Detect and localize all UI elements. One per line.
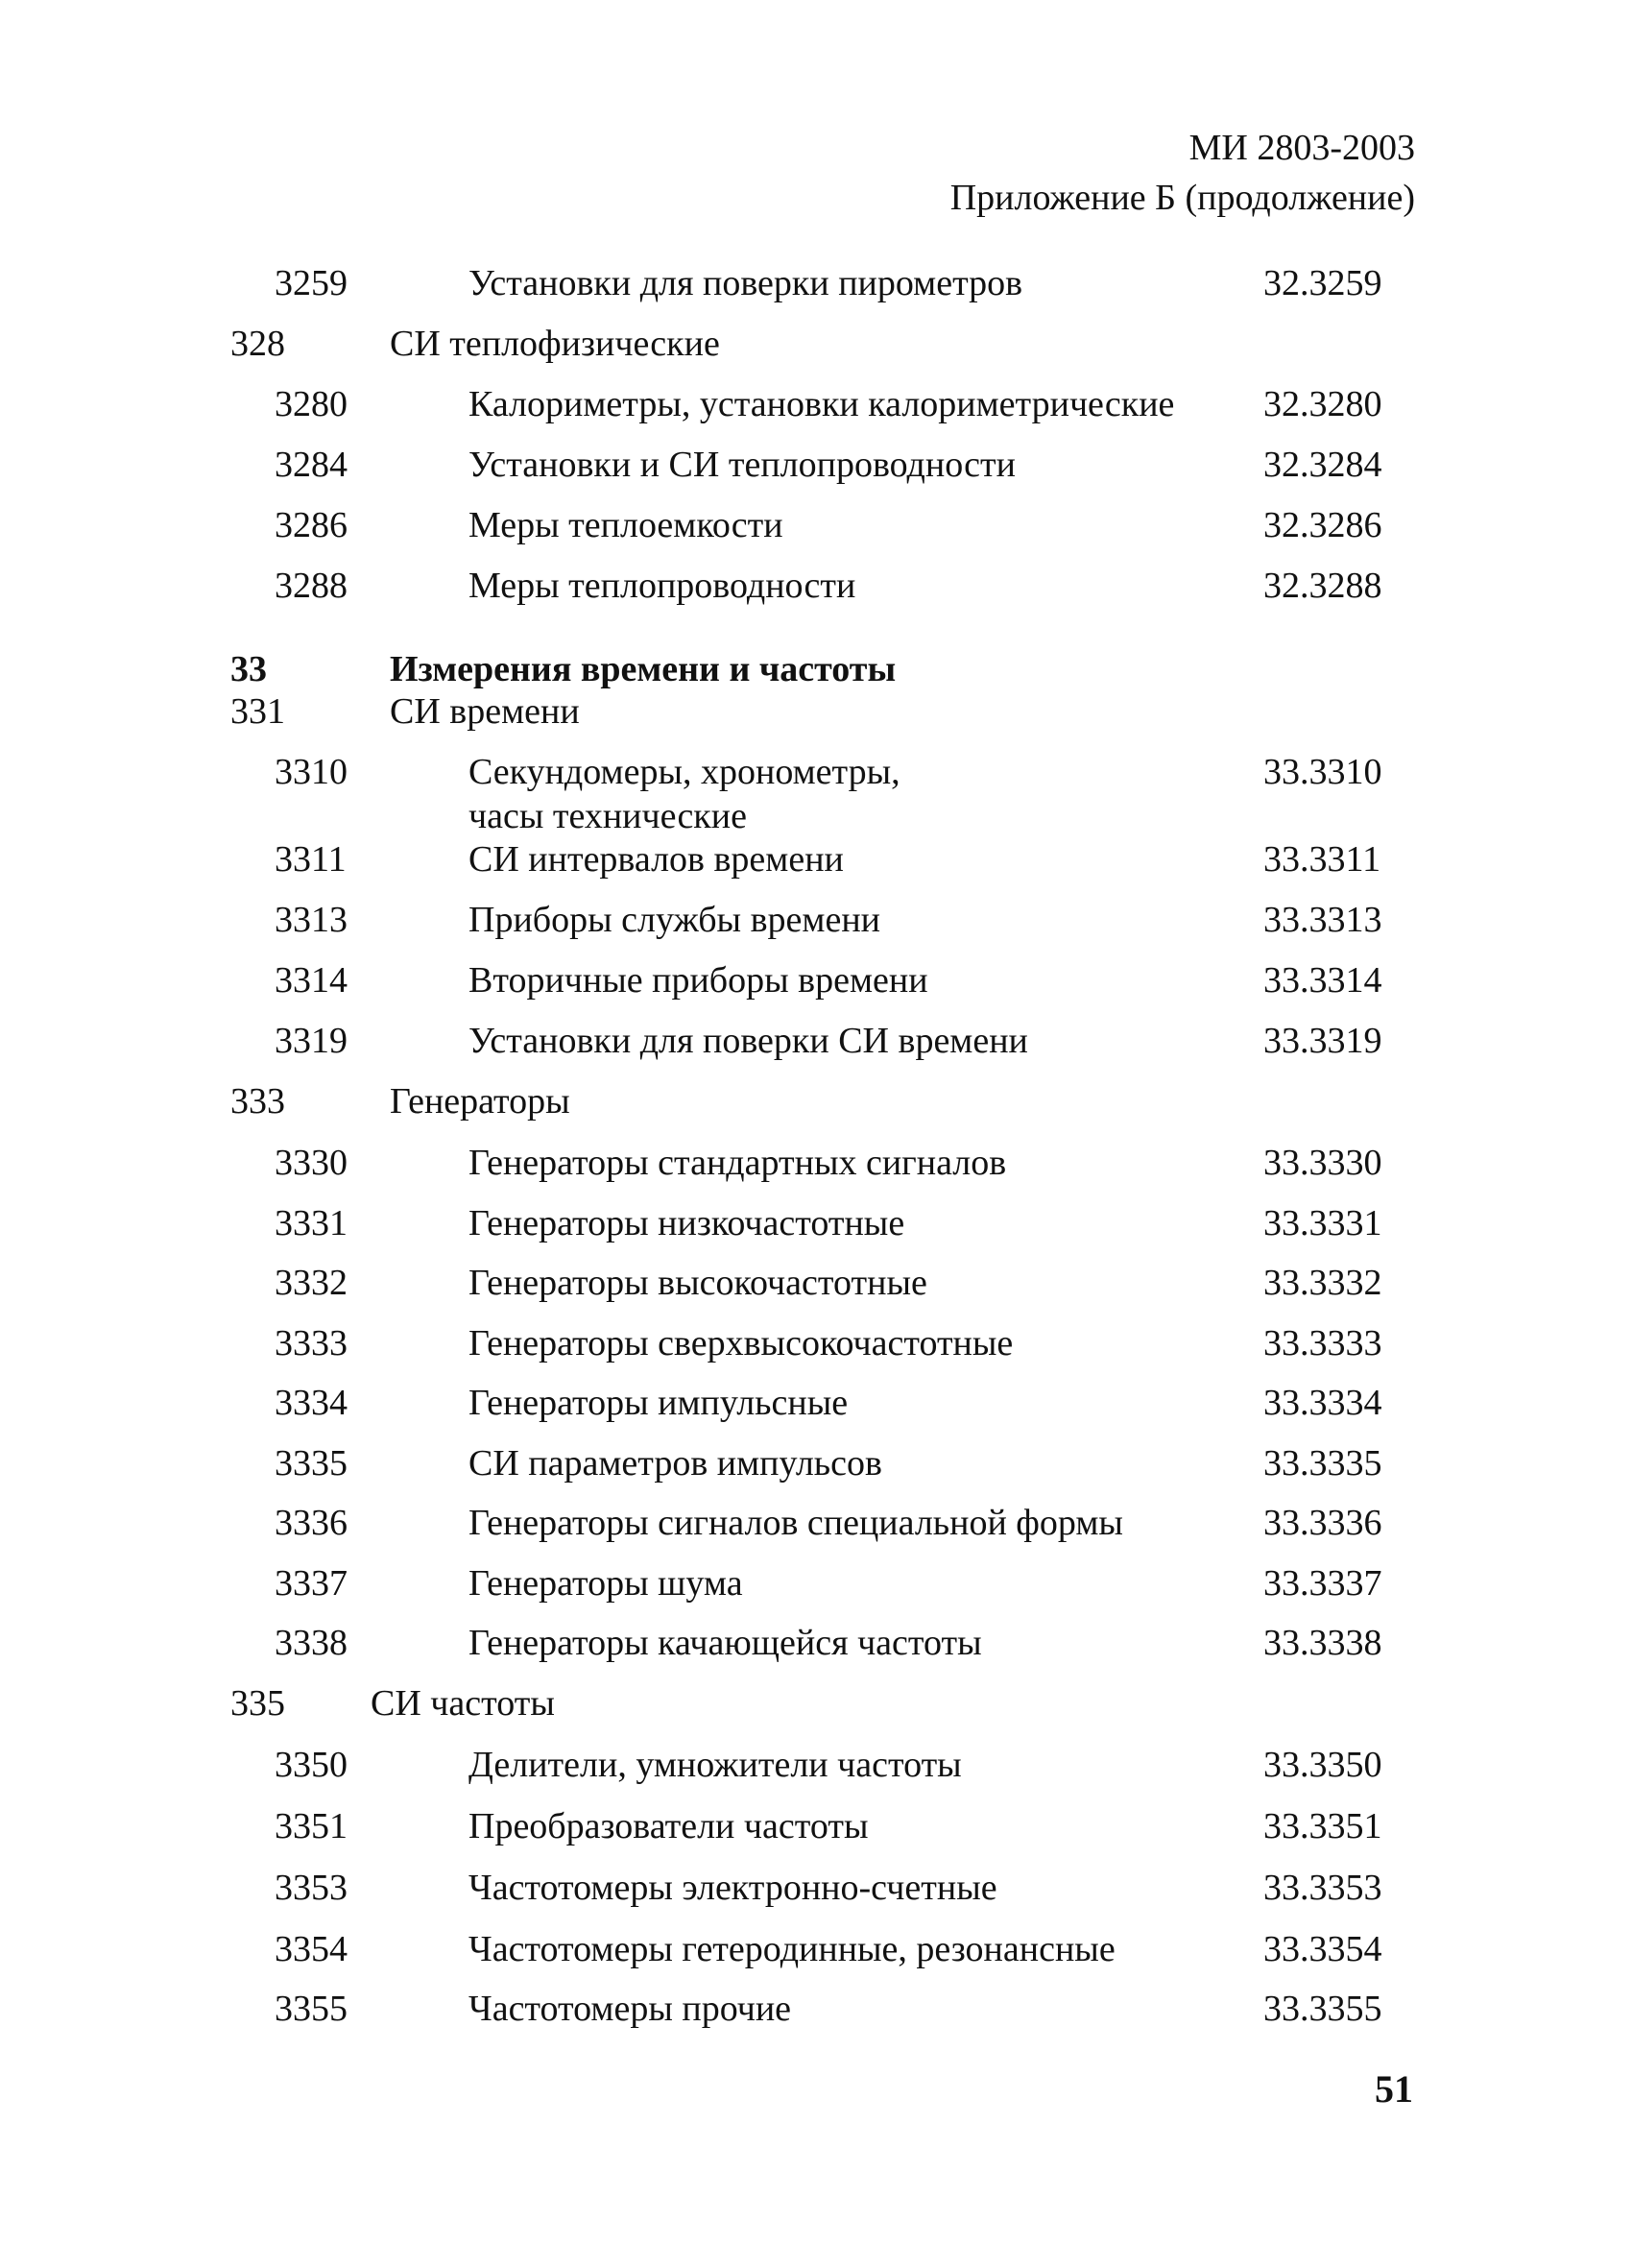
row-name: Калориметры, установки калориметрические xyxy=(468,384,1175,424)
row-name: Меры теплопроводности xyxy=(468,566,856,606)
row-code: 3331 xyxy=(275,1203,348,1243)
row-name: Установки для поверки пирометров xyxy=(468,263,1023,303)
appendix-label: Приложение Б (продолжение) xyxy=(949,178,1415,218)
row-name: Генераторы высокочастотные xyxy=(468,1263,927,1303)
row-ref: 33.3310 xyxy=(1263,752,1382,792)
row-ref: 33.3350 xyxy=(1263,1745,1382,1785)
row-ref: 32.3284 xyxy=(1263,445,1382,485)
row-name: Установки и СИ теплопроводности xyxy=(468,445,1016,485)
row-ref: 33.3334 xyxy=(1263,1383,1382,1423)
row-name: Генераторы сигналов специальной формы xyxy=(468,1503,1123,1543)
row-name: СИ параметров импульсов xyxy=(468,1443,882,1484)
row-name: Вторичные приборы времени xyxy=(468,960,928,1001)
row-code: 3332 xyxy=(275,1263,348,1303)
row-code: 3319 xyxy=(275,1021,348,1061)
row-name: Приборы службы времени xyxy=(468,900,880,940)
row-ref: 33.3336 xyxy=(1263,1503,1382,1543)
row-code: 3280 xyxy=(275,384,348,424)
row-ref: 33.3319 xyxy=(1263,1021,1382,1061)
row-code: 331 xyxy=(230,691,285,732)
row-code: 3314 xyxy=(275,960,348,1001)
row-ref: 33.3311 xyxy=(1263,839,1381,880)
row-ref: 33.3333 xyxy=(1263,1323,1382,1363)
row-name: Делители, умножители частоты xyxy=(468,1745,962,1785)
row-code: 3350 xyxy=(275,1745,348,1785)
row-code: 3351 xyxy=(275,1806,348,1846)
row-name: Генераторы низкочастотные xyxy=(468,1203,905,1243)
page-number: 51 xyxy=(1375,2067,1413,2111)
row-code: 3284 xyxy=(275,445,348,485)
row-code: 328 xyxy=(230,324,285,364)
row-code: 3313 xyxy=(275,900,348,940)
row-code: 3338 xyxy=(275,1623,348,1663)
row-code: 3335 xyxy=(275,1443,348,1484)
row-code: 3336 xyxy=(275,1503,348,1543)
row-ref: 33.3314 xyxy=(1263,960,1382,1001)
row-ref: 32.3286 xyxy=(1263,505,1382,545)
row-name: СИ интервалов времени xyxy=(468,839,844,880)
row-ref: 33.3330 xyxy=(1263,1143,1382,1183)
row-code: 335 xyxy=(230,1683,285,1724)
row-code: 3333 xyxy=(275,1323,348,1363)
row-ref: 33.3338 xyxy=(1263,1623,1382,1663)
row-name: Установки для поверки СИ времени xyxy=(468,1021,1028,1061)
row-name: Меры теплоемкости xyxy=(468,505,783,545)
row-name: СИ времени xyxy=(390,691,580,732)
row-ref: 32.3280 xyxy=(1263,384,1382,424)
row-code: 3337 xyxy=(275,1563,348,1604)
row-ref: 33.3332 xyxy=(1263,1263,1382,1303)
row-name: Генераторы xyxy=(390,1081,570,1122)
row-ref: 32.3259 xyxy=(1263,263,1382,303)
row-ref: 33.3337 xyxy=(1263,1563,1382,1604)
row-code: 3310 xyxy=(275,752,348,792)
row-ref: 33.3331 xyxy=(1263,1203,1382,1243)
row-ref: 33.3313 xyxy=(1263,900,1382,940)
row-code: 3259 xyxy=(275,263,348,303)
row-code: 3353 xyxy=(275,1868,348,1908)
document-id: МИ 2803-2003 xyxy=(1188,128,1415,168)
row-code: 3354 xyxy=(275,1929,348,1969)
row-name: Генераторы шума xyxy=(468,1563,743,1604)
row-code: 3311 xyxy=(275,839,347,880)
row-ref: 33.3355 xyxy=(1263,1989,1382,2029)
row-name: Секундомеры, хронометры, часы технические xyxy=(468,752,900,836)
row-name: Генераторы стандартных сигналов xyxy=(468,1143,1007,1183)
row-name: Генераторы импульсные xyxy=(468,1383,849,1423)
row-name: Частотомеры электронно-счетные xyxy=(468,1868,997,1908)
row-code: 3288 xyxy=(275,566,348,606)
section-code: 33 xyxy=(230,649,267,689)
row-ref: 33.3354 xyxy=(1263,1929,1382,1969)
row-name: Частотомеры гетеродинные, резонансные xyxy=(468,1929,1116,1969)
row-code: 3286 xyxy=(275,505,348,545)
row-name: Преобразователи частоты xyxy=(468,1806,869,1846)
section-title: Измерения времени и частоты xyxy=(390,649,897,689)
row-name: Частотомеры прочие xyxy=(468,1989,792,2029)
row-code: 333 xyxy=(230,1081,285,1122)
row-code: 3355 xyxy=(275,1989,348,2029)
row-name: Генераторы сверхвысокочастотные xyxy=(468,1323,1014,1363)
row-ref: 32.3288 xyxy=(1263,566,1382,606)
row-name: СИ теплофизические xyxy=(390,324,720,364)
row-code: 3334 xyxy=(275,1383,348,1423)
row-ref: 33.3353 xyxy=(1263,1868,1382,1908)
row-ref: 33.3335 xyxy=(1263,1443,1382,1484)
row-code: 3330 xyxy=(275,1143,348,1183)
row-name: Генераторы качающейся частоты xyxy=(468,1623,982,1663)
row-ref: 33.3351 xyxy=(1263,1806,1382,1846)
row-name: СИ частоты xyxy=(371,1683,555,1724)
